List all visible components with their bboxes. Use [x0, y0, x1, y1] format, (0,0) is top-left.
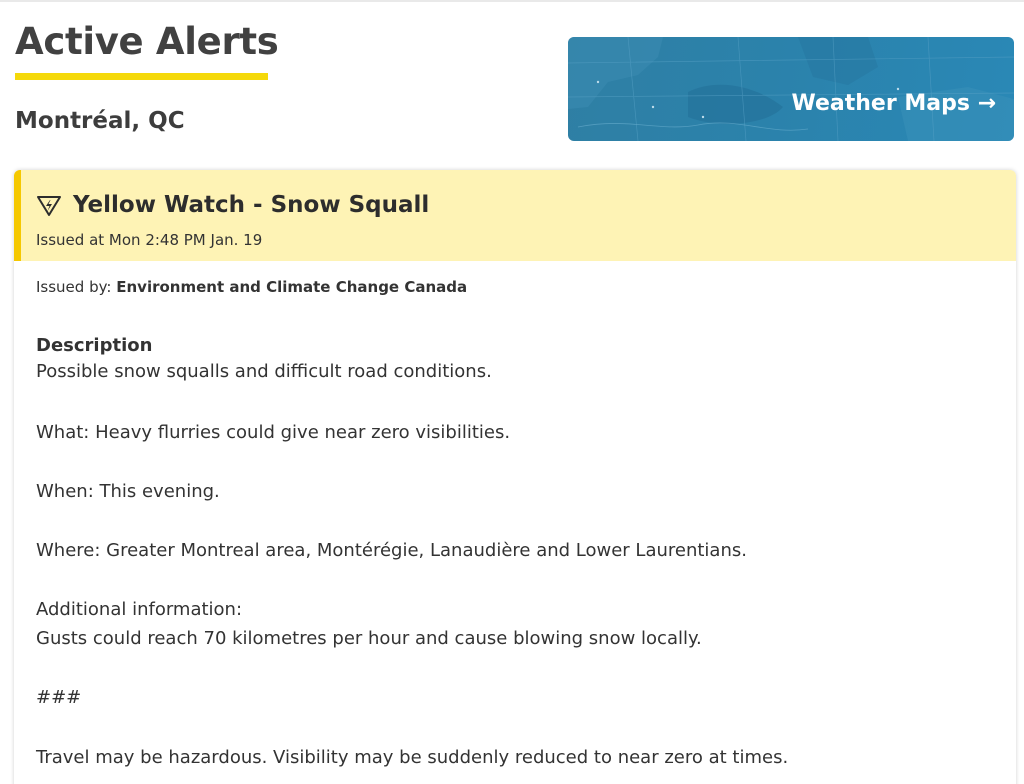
- description-line: Additional information:: [36, 599, 243, 620]
- alert-issued-time: Issued at Mon 2:48 PM Jan. 19: [36, 231, 263, 249]
- description-line: When: This evening.: [36, 481, 220, 502]
- alert-warning-icon: [36, 194, 62, 218]
- alert-title: Yellow Watch - Snow Squall: [73, 192, 430, 218]
- description-line: Gusts could reach 70 kilometres per hour and cause blowing snow locally.: [36, 628, 702, 649]
- description-line: Possible snow squalls and difficult road conditions.: [36, 361, 492, 382]
- alert-card: [14, 170, 1016, 784]
- page-title: Active Alerts: [15, 20, 279, 63]
- top-divider: [0, 0, 1024, 2]
- alert-header: [14, 170, 1016, 261]
- title-underline: [15, 73, 268, 80]
- description-line: Where: Greater Montreal area, Montérégie, Lanaudière and Lower Laurentians.: [36, 540, 747, 561]
- description-line: ###: [36, 687, 82, 708]
- description-line: Travel may be hazardous. Visibility may be suddenly reduced to near zero at times.: [36, 747, 789, 768]
- issued-by-label: Issued by:: [36, 278, 112, 296]
- issued-by: [36, 276, 467, 298]
- description-line: What: Heavy flurries could give near zero visibilities.: [36, 422, 511, 443]
- description-heading: Description: [36, 335, 153, 356]
- weather-maps-link[interactable]: [568, 37, 1014, 141]
- issued-by-value: Environment and Climate Change Canada: [116, 278, 468, 296]
- weather-maps-label: Weather Maps →: [791, 91, 996, 116]
- location-label: Montréal, QC: [15, 108, 185, 134]
